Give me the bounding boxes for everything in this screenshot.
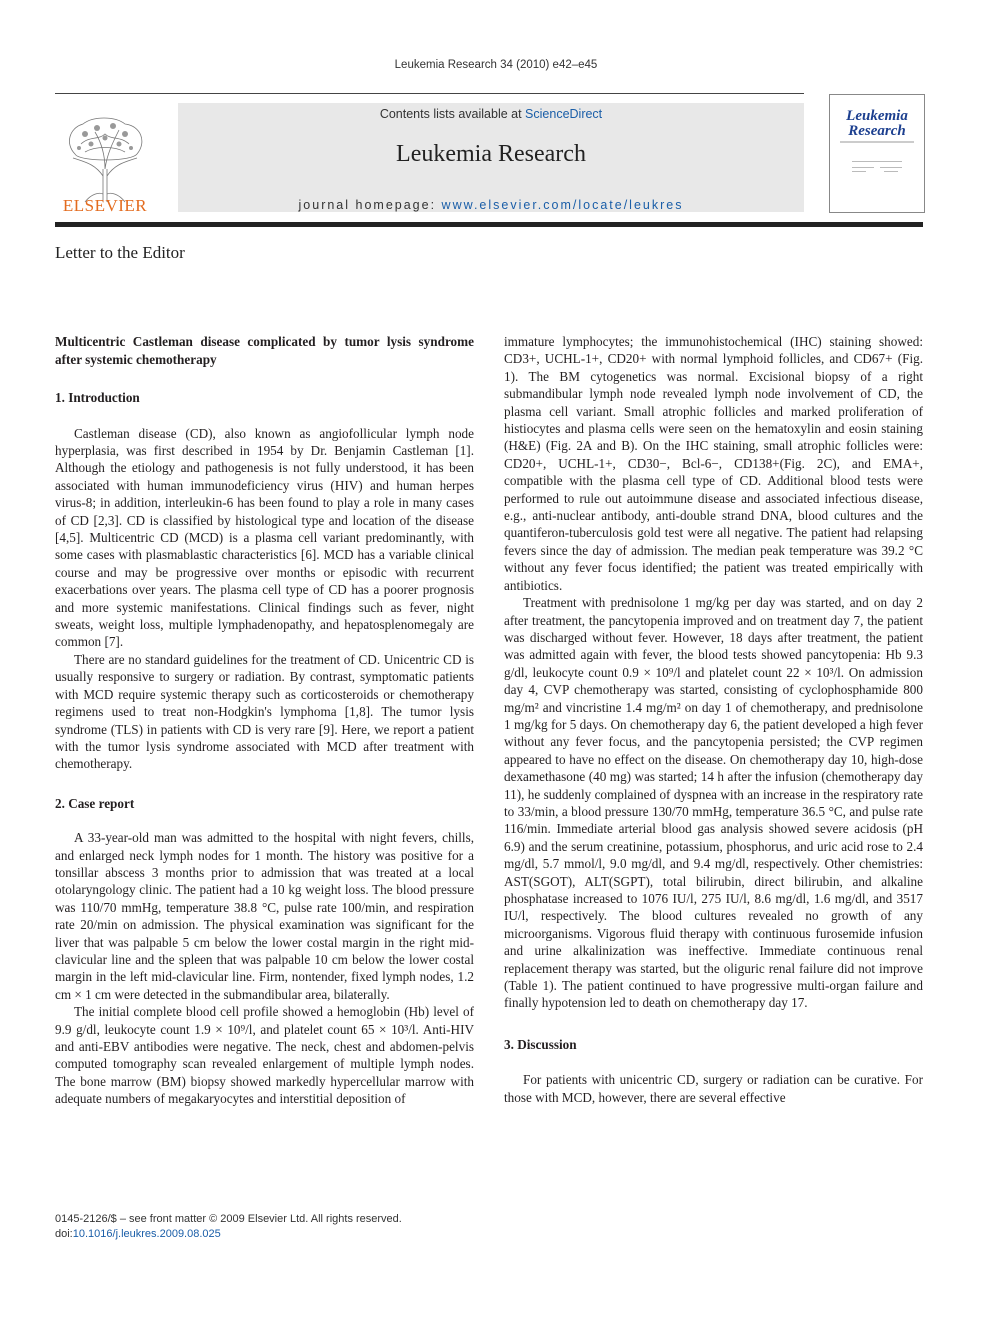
- homepage-prefix: journal homepage:: [298, 198, 442, 212]
- header-rule: [55, 93, 804, 94]
- cover-rule: [840, 141, 914, 143]
- cover-title-line2: Research: [848, 123, 906, 139]
- journal-masthead: [178, 103, 804, 212]
- cover-line: [852, 161, 902, 162]
- cover-line: [880, 167, 902, 168]
- copyright-line: 0145-2126/$ – see front matter © 2009 Elsevier Ltd. All rights reserved.: [55, 1213, 402, 1225]
- publisher-logo-text: ELSEVIER: [62, 196, 148, 215]
- paragraph: A 33-year-old man was admitted to the hospital with night fevers, chills, and enlarged neck lymph nodes for 1 month. The history was positive for a tonsillar abscess 3 months prior to admission that was treated at a local otolaryngology clinic. The patient had a 10 kg weight loss. The blood pressure was 110/70 mmHg, temperature 38.8 °C, pulse rate 100/min, and respiration rate 20/min on admission. The physical examination was significant for the liver that was palpable 5 cm below the lower costal margin in the right mid-clavicular line and the spleen that was palpable 10 cm below the lower costal margin in the left mid-clavicular line. Firm, nontender, fixed lymph nodes, 1.2 cm × 1 cm were detected in the submandibular area, bilaterally.: [55, 830, 474, 1002]
- doi-prefix: doi:: [55, 1228, 73, 1240]
- homepage-link[interactable]: www.elsevier.com/locate/leukres: [441, 198, 684, 212]
- paragraph: Castleman disease (CD), also known as angiofollicular lymph node hyperplasia, was first described in 1954 by Dr. Benjamin Castleman [1]. Although the etiology and pathogenesis is not fully understood, it has been associated with human immunodeficiency virus (HIV) and human herpes virus-8; in addition, interleukin-6 has been found to play a role in many cases of CD [2,3]. CD is classified by histological type and location of the disease [4,5]. Multicentric CD (MCD) is a plasma cell variant predominantly, with some cases with plasmablastic characteristics [6]. MCD has a variable clinical course and may be progressive over months or episodic with recurrent exacerbations over years. The plasma cell type of CD has a poorer prognosis and more systemic manifestations. Clinical findings such as fever, night sweats, weight loss, multiple lymphadenopathy, and hepatosplenomegaly are common [7].: [55, 425, 474, 650]
- sciencedirect-link[interactable]: ScienceDirect: [525, 107, 603, 121]
- heading-discussion: 3. Discussion: [504, 1036, 577, 1052]
- homepage-line: [178, 198, 804, 212]
- paragraph: Treatment with prednisolone 1 mg/kg per day was started, and on day 2 after treatment, the pancytopenia improved and on treatment day 7, the patient was discharged without fever. However, 18 days after treatment, the patient was admitted again with fever, the blood tests showed pancytopenia: Hb 9.3 g/dl, leukocyte count 0.9 × 10⁹/l and platelet count 22 × 10³/l. On admission day 4, CVP chemotherapy was started, consisting of cyclophosphamide 800 mg/m² and vincristine 1.4 mg/m² on day 1 of chemotherapy, and prednisolone 1 mg/kg for 5 days. On chemotherapy day 6, the patient developed a high fever without any fever focus, and the pancytopenia persisted; the CVP regimen appeared to have no effect on the disease. On chemotherapy day 10, high-dose dexamethasone (40 mg) was started; 14 h after the infusion (chemotherapy day 11), he suddenly complained of dyspnea with an increase in the respiratory rate to 33/min, a blood pressure 130/70 mmHg, temperature 36.5 °C, and pulse rate 116/min. Immediate arterial blood gas analysis showed severe acidosis (pH 6.9) and the serum creatinine, potassium, phosphorus, and uric acid rose to 2.4 mg/dl, 5.7 mmol/l, 9.0 mg/dl, and 9.4 mg/dl, respectively. Other chemistries: AST(SGOT), ALT(SGPT), total bilirubin, direct bilirubin, and alkaline phosphatase increased to 1076 IU/l, 275 IU/l, 8.6 mg/dl, 1.6 mg/dl, and 3517 IU/l, respectively. The blood cultures revealed no growth of any microorganisms. Vigorous fluid therapy with continuous furosemide infusion and urine alkalinization was ineffective. Immediate continuous renal replacement therapy was started, but the oliguric renal failure did not improve (Table 1). The patient continued to have progressive multi-organ failure and finally hypotension led to death on chemotherapy day 17.: [504, 595, 923, 1011]
- heading-case-report: 2. Case report: [55, 795, 135, 811]
- paragraph: immature lymphocytes; the immunohistochemical (IHC) staining showed: CD3+, UCHL-1+, CD20+ with normal lymphoid follicles, and CD67+ (Fig. 1). The BM cytogenetics was normal. Excisional biopsy of a right submandibular lymph node revealed lymph node involvement of CD, the plasma cell variant. Small atrophic follicles and marked proliferation of histiocytes and plasma cells were seen on the hematoxylin and eosin staining (H&E) (Fig. 2A and B). On the IHC staining, small atrophic follicles were: CD20+, UCHL-1+, CD30−, Bcl-6−, CD138+(Fig. 2C), and EMA+, compatible with the plasma cell type of CD. Additional blood tests were performed to rule out autoimmune disease and associated infectious disease, e.g., anti-nuclear antibody, anti-double strand DNA, blood cultures and the quantiferon-tuberculosis gold test were all negative. The patient had relapsing fevers since the day of admission. The median peak temperature was 39.2 °C without any fever focus identified; the patient was treated empirically with antibiotics.: [504, 334, 923, 593]
- heading-introduction: 1. Introduction: [55, 390, 140, 406]
- right-column: [504, 333, 923, 1106]
- article-title: Multicentric Castleman disease complicated by tumor lysis syndrome after systemic chemotherapy: [55, 334, 474, 367]
- cover-line: [852, 167, 874, 168]
- running-header: Leukemia Research 34 (2010) e42–e45: [394, 59, 598, 71]
- doi-line: [55, 1227, 402, 1242]
- paragraph: For patients with unicentric CD, surgery or radiation can be curative. For those with MCD, however, there are several effective: [504, 1072, 923, 1105]
- masthead-rule: [55, 222, 923, 227]
- contents-line: [178, 107, 804, 121]
- cover-line: [884, 171, 898, 172]
- footer: [55, 1212, 402, 1242]
- cover-title: [830, 109, 924, 139]
- journal-title: Leukemia Research: [396, 141, 586, 167]
- journal-cover: [829, 94, 925, 213]
- section-type: Letter to the Editor: [55, 243, 185, 262]
- cover-line: [852, 171, 866, 172]
- paragraph: The initial complete blood cell profile showed a hemoglobin (Hb) level of 9.9 g/dl, leukocyte count 1.9 × 10⁹/l, and platelet count 65 × 10³/l. Anti-HIV and anti-EBV antibodies were negative. The neck, chest and abdomen-pelvis computed tomography scan revealed enlargement of multiple lymph nodes. The bone marrow (BM) biopsy showed markedly hypercellular marrow with adequate numbers of megakaryocytes and interstitial deposition of: [55, 1004, 474, 1107]
- doi-link[interactable]: 10.1016/j.leukres.2009.08.025: [72, 1228, 221, 1240]
- paragraph: There are no standard guidelines for the treatment of CD. Unicentric CD is usually responsive to surgery or radiation. By contrast, symptomatic patients with MCD require systemic therapy such as corticosteroids or chemotherapy regimens used to treat non-Hodgkin's lymphoma [1,8]. The tumor lysis syndrome (TLS) in patients with CD is very rare [9]. Here, we report a patient with the tumor lysis syndrome associated with MCD after treatment with chemotherapy.: [55, 651, 474, 772]
- cover-title-line1: Leukemia: [846, 108, 908, 124]
- contents-prefix: Contents lists available at: [379, 107, 526, 121]
- left-column: [55, 333, 474, 1108]
